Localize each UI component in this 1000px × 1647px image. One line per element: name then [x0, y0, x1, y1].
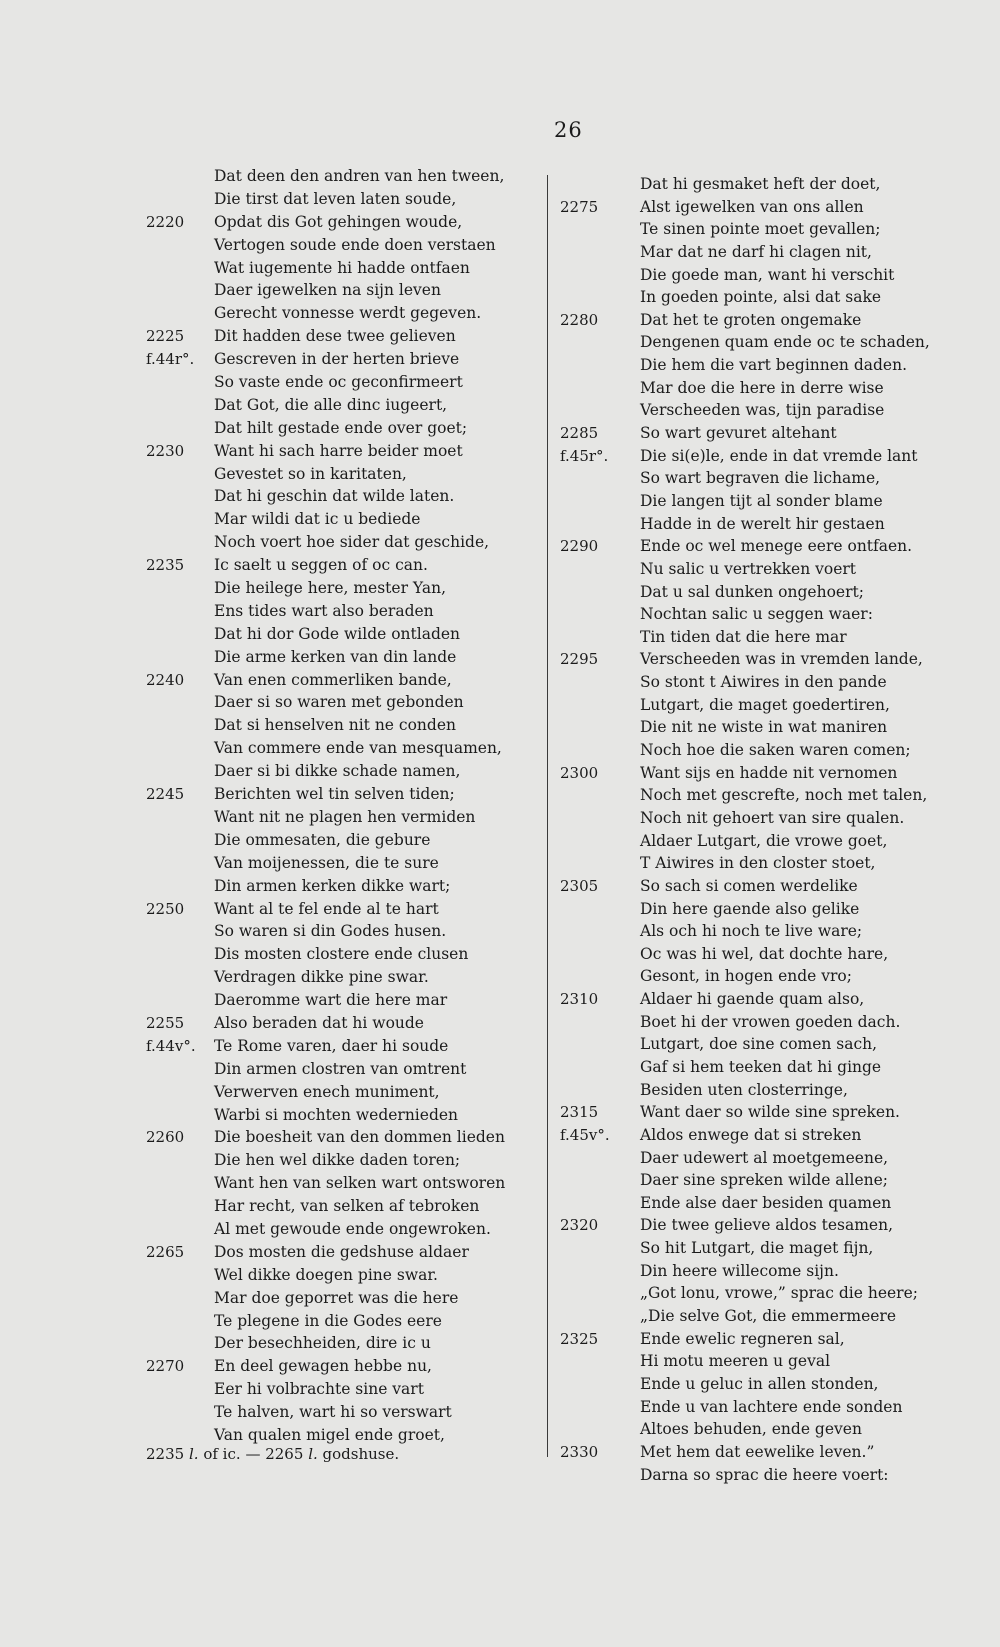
verse-line [560, 581, 940, 604]
verse-text: Verdragen dikke pine swar. [214, 968, 429, 987]
verse-text: Die twee gelieve aldos tesamen, [640, 1216, 894, 1235]
footnote-abbrev-1: l. [188, 1445, 199, 1463]
verse-line [146, 394, 526, 417]
verse-text: Mar wildi dat ic u bediede [214, 510, 421, 529]
line-number: 2320 [560, 1216, 599, 1235]
verse-text: Die heilege here, mester Yan, [214, 579, 447, 598]
verse-text: Met hem dat eewelike leven.” [640, 1442, 875, 1461]
verse-line [560, 535, 940, 558]
verse-text: Daeromme wart die here mar [214, 991, 448, 1010]
verse-text: Gerecht vonnesse werdt gegeven. [214, 304, 482, 323]
verse-line [560, 1260, 940, 1283]
verse-text: Tin tiden dat die here mar [640, 627, 847, 646]
verse-text: Dos mosten die gedshuse aldaer [214, 1242, 469, 1261]
verse-line [146, 989, 526, 1012]
verse-line [146, 1401, 526, 1424]
verse-line [560, 377, 940, 400]
verse-text: Dat deen den andren van hen tween, [214, 167, 505, 185]
verse-text: So waren si din Godes husen. [214, 922, 447, 941]
verse-line [560, 1169, 940, 1192]
verse-line [560, 762, 940, 785]
verse-text: Van enen commerliken bande, [214, 670, 452, 689]
verse-text: Ic saelt u seggen of oc can. [214, 556, 428, 575]
line-number: 2250 [146, 899, 185, 918]
verse-text: Lutgart, doe sine comen sach, [640, 1035, 878, 1054]
verse-line [146, 371, 526, 394]
verse-line [560, 1464, 940, 1487]
verse-text: Die hem die vart beginnen daden. [640, 356, 907, 375]
verse-text: So hit Lutgart, die maget fijn, [640, 1239, 874, 1258]
right-text-column [560, 173, 940, 1486]
line-number: f.45v°. [560, 1125, 610, 1144]
verse-line [146, 1332, 526, 1355]
verse-text: Gaf si hem teeken dat hi ginge [640, 1057, 882, 1076]
verse-line [146, 165, 526, 188]
verse-text: Din here gaende also gelike [640, 899, 860, 918]
verse-line [146, 691, 526, 714]
verse-text: Want al te fel ende al te hart [214, 899, 439, 918]
line-number: 2295 [560, 650, 599, 669]
line-number: 2270 [146, 1357, 185, 1376]
verse-text: Dit hadden dese twee gelieven [214, 327, 456, 346]
verse-text: Als och hi noch te live ware; [640, 922, 863, 941]
verse-text: Daer udewert al moetgemeene, [640, 1148, 889, 1167]
verse-line [146, 463, 526, 486]
footnote-abbrev-2: l. [308, 1445, 318, 1463]
verse-text: Van qualen migel ende groet, [214, 1425, 445, 1444]
verse-line [146, 966, 526, 989]
verse-line [560, 1192, 940, 1215]
verse-text: Daer igewelken na sijn leven [214, 281, 441, 300]
verse-text: Din armen clostren van omtrent [214, 1059, 467, 1078]
verse-text: Alst igewelken van ons allen [640, 197, 864, 216]
verse-text: Die boesheit van den dommen lieden [214, 1128, 505, 1147]
verse-text: Dat u sal dunken ongehoert; [640, 582, 864, 601]
verse-text: Mar doe die here in derre wise [640, 378, 884, 397]
verse-text: Te sinen pointe moet gevallen; [640, 220, 881, 239]
verse-line [560, 739, 940, 762]
verse-text: Dat hi dor Gode wilde ontladen [214, 624, 461, 643]
verse-line [560, 264, 940, 287]
verse-line [146, 898, 526, 921]
verse-line [560, 648, 940, 671]
verse-line [146, 1218, 526, 1241]
verse-text: Aldaer Lutgart, die vrowe goet, [640, 831, 888, 850]
verse-line [560, 1350, 940, 1373]
verse-line [146, 714, 526, 737]
verse-line [146, 1035, 526, 1058]
verse-text: Ens tides wart also beraden [214, 601, 434, 620]
verse-text: Want sijs en hadde nit vernomen [640, 763, 898, 782]
verse-line [560, 1396, 940, 1419]
verse-text: Te plegene in die Godes eere [214, 1311, 442, 1330]
verse-line [560, 784, 940, 807]
verse-text: Mar dat ne darf hi clagen nit, [640, 242, 872, 261]
verse-text: Die ommesaten, die gebure [214, 830, 431, 849]
verse-text: Gescreven in der herten brieve [214, 350, 460, 369]
verse-line [146, 829, 526, 852]
verse-text: Berichten wel tin selven tiden; [214, 785, 455, 804]
verse-line [146, 646, 526, 669]
verse-line [146, 577, 526, 600]
verse-text: Hi motu meeren u geval [640, 1352, 831, 1371]
verse-line [560, 354, 940, 377]
verse-text: Har recht, van selken af tebroken [214, 1197, 480, 1216]
verse-line [146, 348, 526, 371]
verse-text: Ende u geluc in allen stonden, [640, 1374, 879, 1393]
verse-line [560, 671, 940, 694]
verse-text: Want hi sach harre beider moet [214, 441, 463, 460]
verse-text: „Got lonu, vrowe,” sprac die heere; [640, 1284, 918, 1303]
verse-text: Die goede man, want hi verschit [640, 265, 895, 284]
verse-line [560, 445, 940, 468]
verse-text: Noch hoe die saken waren comen; [640, 741, 911, 760]
verse-line [560, 1147, 940, 1170]
line-number: 2275 [560, 197, 599, 216]
line-number: 2265 [146, 1242, 185, 1261]
verse-text: Nochtan salic u seggen waer: [640, 605, 873, 624]
footnote-line-number-1: 2235 [146, 1445, 185, 1463]
verse-text: So sach si comen werdelike [640, 876, 858, 895]
verse-line [146, 783, 526, 806]
verse-text: Dengenen quam ende oc te schaden, [640, 333, 930, 352]
verse-text: Gevestet so in karitaten, [214, 464, 407, 483]
verse-line [146, 875, 526, 898]
verse-text: Van moijenessen, die te sure [214, 853, 439, 872]
verse-text: Eer hi volbrachte sine vart [214, 1380, 424, 1399]
verse-text: Dat hi gesmaket heft der doet, [640, 175, 881, 193]
verse-line [146, 852, 526, 875]
verse-text: Ende u van lachtere ende sonden [640, 1397, 903, 1416]
verse-line [146, 1104, 526, 1127]
verse-text: Die langen tijt al sonder blame [640, 491, 883, 510]
verse-text: Want nit ne plagen hen vermiden [214, 807, 476, 826]
verse-line [560, 1011, 940, 1034]
verse-line [560, 1079, 940, 1102]
verse-line [146, 325, 526, 348]
verse-line [560, 1418, 940, 1441]
verse-text: Dat Got, die alle dinc iugeert, [214, 395, 448, 414]
verse-line [146, 1149, 526, 1172]
verse-line [560, 399, 940, 422]
verse-line [146, 257, 526, 280]
verse-line [560, 241, 940, 264]
line-number: 2260 [146, 1128, 185, 1147]
verse-line [560, 331, 940, 354]
verse-text: Ende ewelic regneren sal, [640, 1329, 845, 1348]
verse-text: Dat hilt gestade ende over goet; [214, 418, 468, 437]
line-number: f.44r°. [146, 350, 195, 369]
verse-text: Warbi si mochten wedernieden [214, 1105, 459, 1124]
verse-text: Die tirst dat leven laten soude, [214, 189, 457, 208]
verse-line [146, 531, 526, 554]
verse-line [560, 1124, 940, 1147]
verse-line [560, 1305, 940, 1328]
verse-text: Dat hi geschin dat wilde laten. [214, 487, 455, 506]
verse-text: So wart begraven die lichame, [640, 469, 881, 488]
verse-text: So vaste ende oc geconfirmeert [214, 373, 463, 392]
verse-text: Want hen van selken wart ontsworen [214, 1174, 506, 1193]
verse-line [146, 806, 526, 829]
verse-line [146, 1264, 526, 1287]
verse-text: Van commere ende van mesquamen, [214, 739, 502, 758]
verse-line [560, 875, 940, 898]
verse-text: Te halven, wart hi so verswart [214, 1403, 452, 1422]
verse-text: Dat si henselven nit ne conden [214, 716, 456, 735]
verse-line [146, 1012, 526, 1035]
verse-line [560, 173, 940, 196]
verse-line [560, 1101, 940, 1124]
verse-line [146, 600, 526, 623]
verse-text: Noch voert hoe sider dat geschide, [214, 533, 490, 552]
verse-text: So stont t Aiwires in den pande [640, 673, 887, 692]
verse-line [560, 1237, 940, 1260]
verse-text: Die arme kerken van din lande [214, 647, 457, 666]
verse-line [560, 988, 940, 1011]
verse-text: Want daer so wilde sine spreken. [640, 1103, 900, 1122]
verse-line [146, 1172, 526, 1195]
verse-line [146, 1355, 526, 1378]
verse-line [146, 554, 526, 577]
verse-line [560, 603, 940, 626]
verse-line [560, 1214, 940, 1237]
verse-line [560, 490, 940, 513]
line-number: 2325 [560, 1329, 599, 1348]
line-number: 2290 [560, 537, 599, 556]
verse-line [560, 1373, 940, 1396]
verse-text: Dat het te groten ongemake [640, 310, 862, 329]
verse-line [146, 737, 526, 760]
verse-text: Hadde in de werelt hir gestaen [640, 514, 885, 533]
verse-text: Also beraden dat hi woude [214, 1013, 424, 1032]
verse-text: Verscheeden was in vremden lande, [640, 650, 923, 669]
verse-line [560, 965, 940, 988]
verse-line [146, 623, 526, 646]
verse-text: Mar doe geporret was die here [214, 1288, 459, 1307]
verse-text: Daer si bi dikke schade namen, [214, 762, 461, 781]
verse-line [560, 422, 940, 445]
verse-line [146, 188, 526, 211]
verse-line [146, 417, 526, 440]
verse-line [146, 485, 526, 508]
verse-line [560, 694, 940, 717]
verse-text: Besiden uten closterringe, [640, 1080, 848, 1099]
verse-line [560, 1282, 940, 1305]
verse-text: Al met gewoude ende ongewroken. [214, 1219, 491, 1238]
verse-line [146, 508, 526, 531]
verse-text: Verscheeden was, tijn paradise [640, 401, 885, 420]
column-divider [547, 175, 548, 1457]
verse-text: Altoes behuden, ende geven [640, 1420, 862, 1439]
verse-text: Vertogen soude ende doen verstaen [214, 235, 496, 254]
verse-line [146, 1058, 526, 1081]
verse-line [560, 1033, 940, 1056]
verse-line [560, 309, 940, 332]
verse-text: En deel gewagen hebbe nu, [214, 1357, 432, 1376]
verse-line [560, 558, 940, 581]
verse-line [146, 279, 526, 302]
footnote-reading-2: godshuse. [322, 1445, 400, 1463]
verse-text: Die nit ne wiste in wat maniren [640, 718, 888, 737]
verse-line [560, 513, 940, 536]
verse-line [146, 760, 526, 783]
footnote-dash: — [245, 1445, 261, 1463]
verse-text: Oc was hi wel, dat dochte hare, [640, 944, 889, 963]
left-text-column [146, 165, 526, 1447]
line-number: 2240 [146, 670, 185, 689]
verse-line [146, 669, 526, 692]
verse-line [146, 1310, 526, 1333]
footnote-reading-1: of ic. [203, 1445, 241, 1463]
line-number: 2230 [146, 441, 185, 460]
verse-text: Aldaer hi gaende quam also, [640, 990, 865, 1009]
verse-line [146, 1424, 526, 1447]
line-number: 2305 [560, 876, 599, 895]
line-number: 2220 [146, 212, 185, 231]
verse-line [560, 807, 940, 830]
verse-text: Opdat dis Got gehingen woude, [214, 212, 463, 231]
verse-line [560, 1328, 940, 1351]
verse-text: Te Rome varen, daer hi soude [214, 1036, 449, 1055]
verse-text: Noch met gescrefte, noch met talen, [640, 786, 928, 805]
verse-text: Din armen kerken dikke wart; [214, 876, 451, 895]
verse-line [560, 920, 940, 943]
verse-line [560, 830, 940, 853]
verse-line [146, 1241, 526, 1264]
verse-text: Verwerven enech muniment, [214, 1082, 440, 1101]
page-number: 26 [554, 118, 583, 142]
verse-line [146, 211, 526, 234]
footnote [146, 1445, 399, 1463]
verse-text: Daer si so waren met gebonden [214, 693, 464, 712]
verse-line [560, 286, 940, 309]
verse-line [146, 1378, 526, 1401]
verse-line [146, 1287, 526, 1310]
verse-line [560, 943, 940, 966]
verse-text: Gesont, in hogen ende vro; [640, 967, 852, 986]
verse-line [560, 196, 940, 219]
verse-line [146, 1126, 526, 1149]
verse-line [560, 898, 940, 921]
verse-text: So wart gevuret altehant [640, 424, 837, 443]
verse-line [560, 467, 940, 490]
line-number: 2235 [146, 556, 185, 575]
footnote-line-number-2: 2265 [265, 1445, 304, 1463]
verse-line [560, 1441, 940, 1464]
line-number: 2300 [560, 763, 599, 782]
verse-text: „Die selve Got, die emmermeere [640, 1307, 897, 1326]
verse-text: Din heere willecome sijn. [640, 1261, 839, 1280]
verse-line [560, 218, 940, 241]
line-number: 2245 [146, 785, 185, 804]
verse-text: T Aiwires in den closter stoet, [640, 854, 876, 873]
verse-line [560, 852, 940, 875]
verse-text: Wel dikke doegen pine swar. [214, 1265, 438, 1284]
line-number: 2285 [560, 424, 599, 443]
verse-text: Daer sine spreken wilde allene; [640, 1171, 889, 1190]
verse-line [560, 716, 940, 739]
verse-line [146, 302, 526, 325]
line-number: 2330 [560, 1442, 599, 1461]
verse-text: Dis mosten clostere ende clusen [214, 945, 469, 964]
verse-line [146, 920, 526, 943]
verse-text: Darna so sprac die heere voert: [640, 1465, 889, 1484]
verse-line [146, 943, 526, 966]
verse-text: Die hen wel dikke daden toren; [214, 1151, 461, 1170]
verse-text: Der besechheiden, dire ic u [214, 1334, 431, 1353]
verse-text: Aldos enwege dat si streken [640, 1125, 862, 1144]
verse-line [146, 1081, 526, 1104]
verse-text: Noch nit gehoert van sire qualen. [640, 808, 905, 827]
line-number: f.45r°. [560, 446, 609, 465]
verse-line [560, 1056, 940, 1079]
verse-line [146, 440, 526, 463]
verse-text: Die si(e)le, ende in dat vremde lant [640, 446, 918, 465]
line-number: 2310 [560, 990, 599, 1009]
verse-text: Nu salic u vertrekken voert [640, 559, 857, 578]
line-number: f.44v°. [146, 1036, 196, 1055]
verse-text: Ende oc wel menege eere ontfaen. [640, 537, 913, 556]
line-number: 2225 [146, 327, 185, 346]
verse-text: Wat iugemente hi hadde ontfaen [214, 258, 470, 277]
verse-text: In goeden pointe, alsi dat sake [640, 288, 882, 307]
line-number: 2255 [146, 1013, 185, 1032]
line-number: 2280 [560, 310, 599, 329]
verse-line [560, 626, 940, 649]
verse-text: Lutgart, die maget goedertiren, [640, 695, 890, 714]
verse-text: Boet hi der vrowen goeden dach. [640, 1012, 901, 1031]
verse-line [146, 1195, 526, 1218]
line-number: 2315 [560, 1103, 599, 1122]
verse-line [146, 234, 526, 257]
verse-text: Ende alse daer besiden quamen [640, 1193, 892, 1212]
